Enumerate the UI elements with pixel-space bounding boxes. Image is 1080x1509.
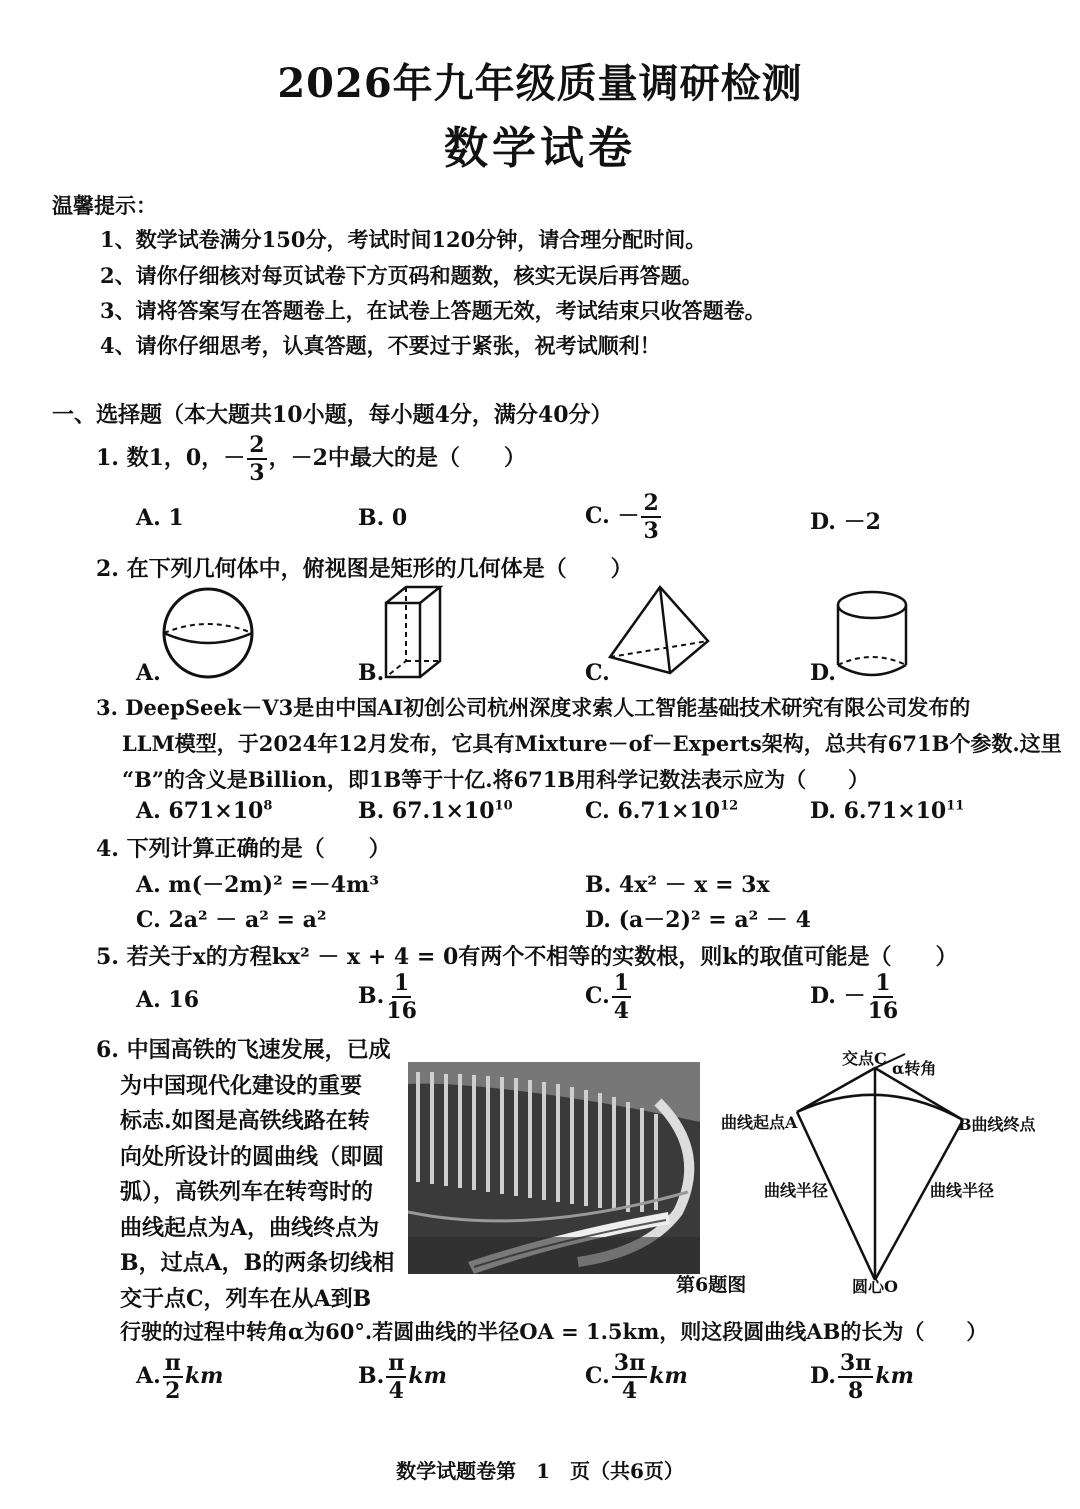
- fraction: [868, 972, 899, 1022]
- unit: km: [408, 1363, 447, 1389]
- q6-option-a: [136, 1352, 223, 1402]
- label-radius: 曲线半径: [930, 1181, 995, 1200]
- q1-stem-part: ，－2中最大的是（ ）: [268, 445, 526, 471]
- denominator: 4: [613, 998, 630, 1024]
- question-5-stem: 5. 若关于x的方程kx² － x + 4 = 0有两个不相等的实数根，则k的取值可能是（ ）: [96, 944, 958, 970]
- option-prefix: B.: [358, 983, 385, 1009]
- tip-item: 1、数学试卷满分150分，考试时间120分钟，请合理分配时间。: [100, 227, 707, 252]
- q2-option-b: B.: [358, 660, 385, 686]
- numerator: 1: [613, 970, 630, 996]
- cylinder-icon: [838, 592, 906, 675]
- q6-line: 向处所设计的圆曲线（即圆: [120, 1143, 385, 1170]
- tip-item: 3、请将答案写在答题卷上，在试卷上答题无效，考试结束只收答题卷。: [100, 298, 766, 323]
- option-base: B. 67.1×10: [358, 798, 495, 824]
- option-prefix: B.: [358, 1363, 385, 1389]
- numerator: 3π: [839, 1350, 872, 1376]
- exponent: 8: [263, 798, 273, 814]
- tips-heading: 温馨提示：: [52, 193, 157, 218]
- label-intersection-c: 交点C: [842, 1049, 887, 1068]
- section-heading: 一、选择题（本大题共10小题，每小题4分，满分40分）: [52, 402, 613, 428]
- page-footer: 数学试题卷第 1 页（共6页）: [396, 1459, 684, 1483]
- q3-option-a: [136, 798, 272, 824]
- arc-curve-diagram: [715, 1040, 1045, 1300]
- q5-option-c: [585, 972, 633, 1022]
- option-base: C. 6.71×10: [585, 798, 721, 824]
- label-end-b: B曲线终点: [958, 1115, 1036, 1134]
- option-base: A. 671×10: [136, 798, 264, 824]
- numerator: 2: [249, 432, 265, 458]
- label-turn-angle: α转角: [892, 1059, 937, 1078]
- fraction: [641, 492, 660, 542]
- denominator: 4: [388, 1378, 404, 1404]
- q1-option-d: D. －2: [810, 509, 881, 535]
- q6-option-b: [358, 1352, 447, 1402]
- label-start-a: 曲线起点A: [721, 1113, 798, 1132]
- q4-option-c: C. 2a² － a² = a²: [136, 907, 327, 933]
- numerator: 1: [393, 970, 410, 996]
- option-prefix: A.: [136, 1363, 161, 1389]
- train-image: [408, 1062, 700, 1274]
- pyramid-icon: [610, 587, 708, 673]
- figure-caption: 第6题图: [676, 1274, 747, 1296]
- fraction: [612, 972, 631, 1022]
- q6-line: 弧），高铁列车在转弯时的: [120, 1179, 374, 1205]
- q6-option-d: [810, 1352, 914, 1402]
- q1-option-b: B. 0: [358, 505, 408, 531]
- question-6-last-line: 行驶的过程中转角α为60°.若圆曲线的半径OA = 1.5km，则这段圆曲线AB的长为（ ）: [120, 1319, 988, 1344]
- q6-line: 曲线起点为A，曲线终点为: [120, 1214, 380, 1241]
- exponent: 10: [494, 798, 513, 814]
- denominator: 3: [643, 518, 659, 544]
- high-speed-rail-photo: [408, 1062, 700, 1274]
- unit: km: [649, 1363, 688, 1389]
- q6-option-c: [585, 1352, 688, 1402]
- q6-line: 6. 中国高铁的飞速发展，已成: [96, 1037, 391, 1063]
- q6-line: B，过点A，B的两条切线相: [120, 1250, 395, 1276]
- fraction: [386, 1352, 406, 1402]
- q5-option-d: [810, 972, 900, 1022]
- denominator: 2: [165, 1378, 181, 1404]
- tip-item: 2、请你仔细核对每页试卷下方页码和题数，核实无误后再答题。: [100, 263, 703, 288]
- fraction: [612, 1352, 647, 1402]
- q5-option-a: A. 16: [136, 987, 200, 1013]
- denominator: 16: [386, 998, 417, 1024]
- q6-line: 交于点C，列车在从A到B: [120, 1285, 372, 1312]
- q3-option-b: [358, 798, 513, 824]
- denominator: 16: [867, 998, 899, 1024]
- fraction: [386, 972, 417, 1022]
- option-base: D. 6.71×10: [810, 798, 947, 824]
- cuboid-icon: [386, 587, 440, 677]
- question-3-line: 3. DeepSeek－V3是由中国AI初创公司杭州深度求索人工智能基础技术研究有限公司发布的: [96, 695, 971, 720]
- label-center-o: 圆心O: [852, 1277, 898, 1296]
- q4-option-d: D. (a－2)² = a² － 4: [585, 907, 811, 933]
- unit: km: [184, 1363, 224, 1389]
- denominator: 4: [621, 1378, 638, 1404]
- question-6-text: [96, 1033, 405, 1317]
- q6-line: 为中国现代化建设的重要: [120, 1072, 363, 1099]
- tip-item: 4、请你仔细思考，认真答题，不要过于紧张，祝考试顺利！: [100, 333, 661, 358]
- option-prefix: D.: [810, 1363, 836, 1389]
- q3-option-c: [585, 798, 738, 824]
- q4-option-b: B. 4x² － x = 3x: [585, 872, 770, 898]
- q1-option-c: [585, 492, 663, 542]
- numerator: 1: [875, 970, 891, 996]
- exam-subtitle: 数学试卷: [444, 123, 636, 174]
- q1-stem-part: 1. 数1，0，－: [96, 445, 246, 471]
- option-prefix: D. －: [810, 983, 866, 1009]
- unit: km: [875, 1363, 914, 1389]
- fraction: [163, 1352, 183, 1402]
- label-radius: 曲线半径: [764, 1181, 829, 1200]
- q5-option-b: [358, 972, 419, 1022]
- fraction: [247, 434, 266, 484]
- numerator: 2: [643, 490, 659, 516]
- question-1-stem: [96, 434, 526, 484]
- exponent: 12: [720, 798, 739, 814]
- denominator: 8: [848, 1378, 864, 1404]
- question-3-line: “B”的含义是Billion，即1B等于十亿.将671B用科学记数法表示应为（ ）: [122, 767, 870, 792]
- q2-option-c: C.: [585, 660, 610, 686]
- q1-option-a: A. 1: [136, 505, 184, 531]
- numerator: π: [388, 1350, 405, 1376]
- sphere-icon: [164, 589, 252, 677]
- option-prefix: C. －: [585, 503, 640, 529]
- q6-line: 标志.如图是高铁线路在转: [120, 1108, 370, 1134]
- option-prefix: C.: [585, 1363, 610, 1389]
- q2-option-d: D.: [810, 660, 836, 686]
- denominator: 3: [249, 460, 265, 486]
- q3-option-d: [810, 798, 964, 824]
- q2-option-a: A.: [136, 660, 161, 686]
- question-2-stem: 2. 在下列几何体中，俯视图是矩形的几何体是（ ）: [96, 556, 633, 582]
- q4-option-a: A. m(－2m)² =－4m³: [136, 872, 380, 898]
- numerator: 3π: [613, 1350, 646, 1376]
- option-prefix: C.: [585, 983, 610, 1009]
- question-4-stem: 4. 下列计算正确的是（ ）: [96, 836, 391, 862]
- exponent: 11: [946, 798, 965, 814]
- question-3-line: LLM模型，于2024年12月发布，它具有Mixture－of－Experts架构，总共有671B个参数.这里: [122, 731, 1062, 756]
- exam-title: 2026年九年级质量调研检测: [277, 60, 803, 107]
- fraction: [838, 1352, 873, 1402]
- numerator: π: [164, 1350, 181, 1376]
